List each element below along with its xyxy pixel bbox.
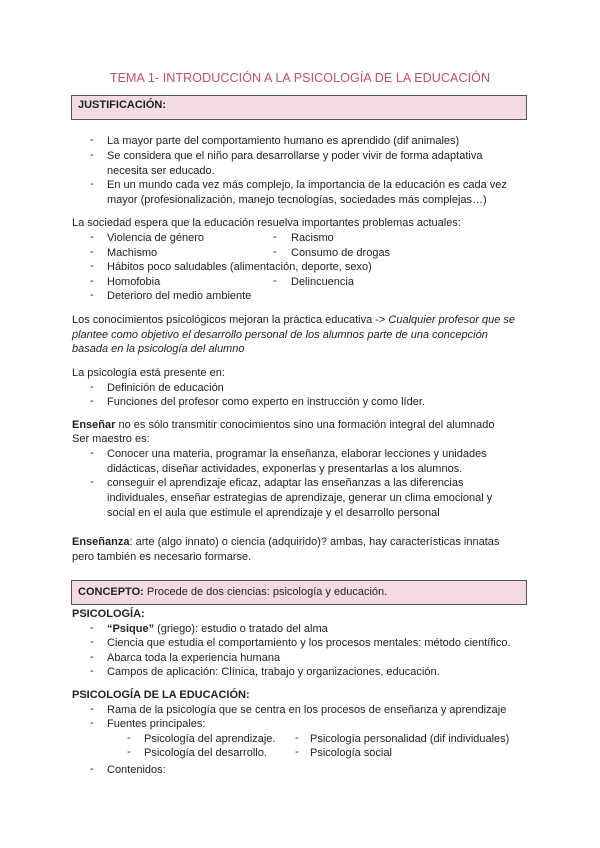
bullet-dash: - xyxy=(295,732,299,744)
ensenanza-line-2: pero también es necesario formarse. xyxy=(72,551,252,563)
problem-item: Hábitos poco saludables (alimentación, deporte, sexo) xyxy=(107,261,372,273)
bullet-dash: - xyxy=(90,665,94,677)
ensenar-line xyxy=(72,418,495,433)
list-item: conseguir el aprendizaje eficaz, adaptar las enseñanzas a las diferencias xyxy=(107,477,464,489)
document-title: TEMA 1- INTRODUCCIÓN A LA PSICOLOGÍA DE LA EDUCACIÓN xyxy=(109,71,491,85)
list-item: La mayor parte del comportamiento humano es aprendido (dif animales) xyxy=(107,135,460,147)
justificacion-heading-box xyxy=(71,95,527,120)
bullet-dash: - xyxy=(90,134,94,146)
problem-item: Homofobia xyxy=(107,276,161,288)
list-item: necesita ser educado. xyxy=(107,165,215,177)
ensenar-text: no es sólo transmitir conocimientos sino una formación integral del alumnado xyxy=(115,419,495,431)
list-item: Funciones del profesor como experto en instrucción y como líder. xyxy=(107,396,425,408)
list-item: didácticas, diseñar actividades, exponerlas y presentarlas a los alumnos. xyxy=(107,463,463,475)
ensenanza-line xyxy=(72,535,499,550)
knowledge-text: Los conocimientos psicológicos mejoran la práctica educativa -> xyxy=(72,314,389,326)
source-item: Psicología del aprendizaje. xyxy=(144,733,276,745)
list-item: social en el aula que estimule el aprendizaje y el desarrollo personal xyxy=(107,507,440,519)
bullet-dash: - xyxy=(90,476,94,488)
knowledge-paragraph xyxy=(72,313,515,328)
concepto-heading: CONCEPTO: xyxy=(78,586,144,598)
problem-item: Deterioro del medio ambiente xyxy=(107,290,252,302)
source-item: Psicología personalidad (dif individuales) xyxy=(310,733,510,745)
problem-item: Racismo xyxy=(291,232,334,244)
problem-item: Consumo de drogas xyxy=(291,247,391,259)
bullet-dash: - xyxy=(90,149,94,161)
concepto-box xyxy=(71,580,527,605)
bullet-dash: - xyxy=(127,732,131,744)
bullet-dash: - xyxy=(90,651,94,663)
problem-item: Delincuencia xyxy=(291,276,354,288)
list-item: Abarca toda la experiencia humana xyxy=(107,652,281,664)
bullet-dash: - xyxy=(90,447,94,459)
bullet-dash: - xyxy=(90,275,94,287)
list-item: Ciencia que estudia el comportamiento y los procesos mentales: método científico. xyxy=(107,637,511,649)
psicologia-heading: PSICOLOGÍA: xyxy=(72,608,145,620)
psico-educacion-heading: PSICOLOGÍA DE LA EDUCACIÓN: xyxy=(72,689,250,701)
maestro-intro: Ser maestro es: xyxy=(72,433,150,445)
list-item: Campos de aplicación: Clínica, trabajo y organizaciones, educación. xyxy=(107,666,440,678)
bullet-dash: - xyxy=(90,636,94,648)
bullet-dash: - xyxy=(90,381,94,393)
bullet-dash: - xyxy=(90,178,94,190)
bullet-dash: - xyxy=(90,289,94,301)
problem-item: Violencia de género xyxy=(107,232,205,244)
knowledge-italic: basada en la psicología del alumno xyxy=(72,343,245,355)
bullet-dash: - xyxy=(90,703,94,715)
source-item: Psicología social xyxy=(310,747,392,759)
society-intro: La sociedad espera que la educación resuelva importantes problemas actuales: xyxy=(72,217,461,229)
list-item: Se considera que el niño para desarrollarse y poder vivir de forma adaptativa xyxy=(107,150,483,162)
bullet-dash: - xyxy=(90,717,94,729)
list-item: Contenidos: xyxy=(107,764,166,776)
bullet-dash: - xyxy=(90,395,94,407)
bullet-dash: - xyxy=(295,746,299,758)
ensenar-bold: Enseñar xyxy=(72,419,116,431)
presence-intro: La psicología está presente en: xyxy=(72,367,225,379)
ensenanza-bold: Enseñanza xyxy=(72,536,130,548)
bullet-dash: - xyxy=(90,260,94,272)
bullet-dash: - xyxy=(90,231,94,243)
source-item: Psicología del desarrollo. xyxy=(144,747,267,759)
psique-bold: “Psique” xyxy=(107,623,155,635)
list-item: Rama de la psicología que se centra en los procesos de enseñanza y aprendizaje xyxy=(107,704,507,716)
concepto-text: Procede de dos ciencias: psicología y educación. xyxy=(143,586,388,598)
list-item: En un mundo cada vez más complejo, la importancia de la educación es cada vez xyxy=(107,179,507,191)
knowledge-italic: plantee como objetivo el desarrollo personal de los alumnos parte de una concepción xyxy=(72,329,488,341)
list-item: mayor (profesionalización, manejo tecnologías, sociedades más complejas…) xyxy=(107,194,487,206)
list-item: Definición de educación xyxy=(107,382,224,394)
list-item xyxy=(107,622,328,637)
psique-text: (griego): estudio o tratado del alma xyxy=(154,623,328,635)
bullet-dash: - xyxy=(127,746,131,758)
list-item: individuales, enseñar estrategias de aprendizaje, generar un clima emocional y xyxy=(107,492,493,504)
bullet-dash: - xyxy=(90,763,94,775)
bullet-dash: - xyxy=(273,246,277,258)
bullet-dash: - xyxy=(273,275,277,287)
justificacion-heading: JUSTIFICACIÓN: xyxy=(78,99,166,111)
list-item: Conocer una materia, programar la enseñanza, elaborar lecciones y unidades xyxy=(107,448,487,460)
ensenanza-text: : arte (algo innato) o ciencia (adquirido)? ambas, hay características innatas xyxy=(129,536,500,548)
bullet-dash: - xyxy=(90,622,94,634)
knowledge-italic: Cualquier profesor que se xyxy=(388,314,515,326)
problem-item: Machismo xyxy=(107,247,158,259)
bullet-dash: - xyxy=(273,231,277,243)
bullet-dash: - xyxy=(90,246,94,258)
list-item: Fuentes principales: xyxy=(107,718,206,730)
